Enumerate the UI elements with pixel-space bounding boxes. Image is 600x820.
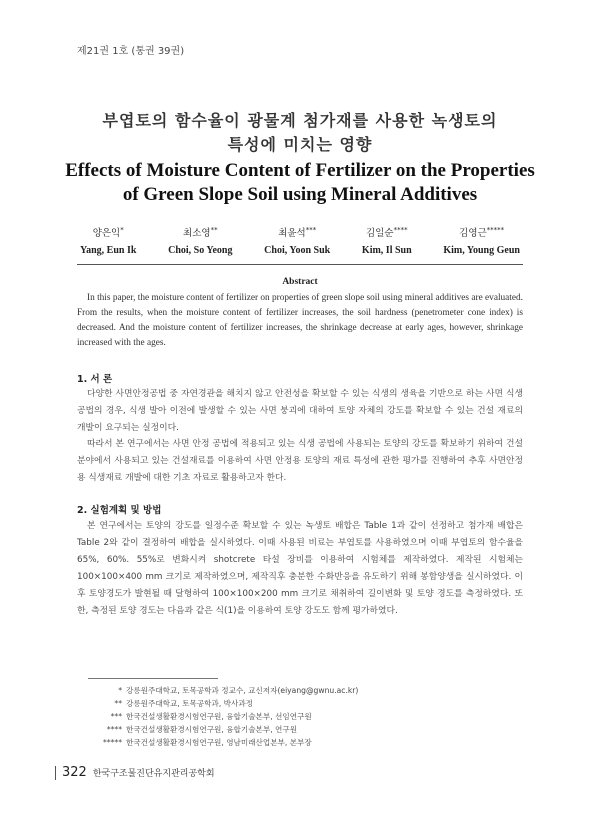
author-english-name: Choi, Yoon Suk [264, 245, 331, 257]
author-korean-name: 김영근 [459, 228, 487, 240]
abstract-heading: Abstract [282, 277, 318, 287]
footnote-rule [88, 678, 218, 679]
author-english-name: Kim, Il Sun [361, 245, 412, 257]
author-korean-name: 최윤석 [278, 228, 306, 240]
abstract-text: In this paper, the moisture content of fertilizer on properties of green slope soil using mineral additives are evaluated. From the results, when the moisture content of fertilizer increases, the soil hardness (penetrometer cone index) is decreased. And the moisture content of fertilizer increases, the shrinkage decrease at early ages, however, shrinkage increased with the ages. [77, 293, 523, 348]
journal-name: 한국구조물진단유지관리공학회 [92, 769, 215, 779]
introduction-paragraph-1: 다양한 사면안정공법 중 자연경관을 해치지 않고 안전성을 확보할 수 있는 식생의 생육을 기반으로 하는 사면 식생공법의 경우, 식생 발아 이전에 발생할 수 있는 사면 붕괴에 대하여 토양 자체의 강도를 확보할 수 있는 건설 재료의 개발이 요구되는 실정이다. [77, 389, 523, 433]
author-mark: **** [393, 226, 408, 234]
footnote-text: 강릉원주대학교, 토목공학과, 박사과정 [126, 699, 254, 708]
author-mark: ** [210, 226, 218, 234]
footnote [88, 736, 508, 749]
author [168, 222, 232, 259]
footnote-mark: **** [106, 725, 122, 734]
footnote-text: 강릉원주대학교, 토목공학과 정교수, 교신저자(eiyang@gwnu.ac.kr) [126, 686, 359, 695]
footer-divider [55, 766, 56, 780]
author [362, 222, 412, 259]
issue-label: 제21권 1호 (통권 39권) [77, 46, 185, 57]
footnote-text: 한국건설생활환경시험연구원, 융합기술본부, 선임연구원 [126, 712, 312, 721]
korean-title-line-2: 특성에 미치는 영향 [227, 135, 373, 154]
korean-title-line-1: 부엽토의 함수율이 광물계 첨가재를 사용한 녹생토의 [102, 111, 498, 130]
section-heading-introduction: 1. 서 론 [77, 374, 113, 385]
footnote-mark: ***** [103, 738, 122, 747]
page-number: 322 [62, 765, 87, 780]
footnote-mark: *** [110, 712, 122, 721]
page-footer [55, 765, 215, 780]
divider-rule [77, 264, 523, 265]
author-mark: *** [305, 226, 317, 234]
author [443, 222, 520, 259]
author-korean-name: 김일순 [366, 228, 394, 240]
author-mark: * [120, 226, 124, 234]
author-english-name: Kim, Young Geun [443, 245, 520, 257]
footnote [88, 697, 508, 710]
author-english-name: Choi, So Yeong [168, 245, 233, 257]
author [264, 222, 330, 259]
methods-paragraph-1: 본 연구에서는 토양의 강도를 일정수준 확보할 수 있는 녹생토 배합은 Table 1과 같이 선정하고 첨가재 배합은 Table 2와 같이 결정하여 배합을 실시하였다. 이때 사용된 비료는 부엽토를 사용하였으며 이때 부엽토의 함수율을 65%, 60%. 55%로 변화시켜 shotcrete 타설 장비를 이용하여 시험체를 제작하였다. 제작된 시험체는 100×100×400 mm 크기로 제작하였으며, 제작직후 충분한 수화반응을 유도하기 위해 봉함양생을 실시하였다. 이후 토양경도가 발현될 때 달형하여 100×100×200 mm 크기로 채취하여 길이변화 및 토양 경도를 측정하였다. 또한, 측정된 토양 경도는 다음과 같은 식(1)을 이용하여 토양 강도도 함께 평가하였다. [77, 521, 523, 616]
english-title-line-2: of Green Slope Soil using Mineral Additives [122, 184, 478, 205]
footnote-mark: ** [114, 699, 122, 708]
author-korean-name: 최소영 [183, 228, 211, 240]
author-list [80, 222, 520, 259]
footnote [88, 684, 508, 697]
footnote [88, 723, 508, 736]
section-heading-methods: 2. 실험계획 및 방법 [77, 505, 162, 516]
footnote [88, 710, 508, 723]
footnote-mark: * [118, 686, 122, 695]
english-title-line-1: Effects of Moisture Content of Fertilizer on the Properties [65, 160, 535, 181]
author-english-name: Yang, Eun Ik [80, 245, 137, 257]
author [80, 222, 136, 259]
author-mark: ***** [486, 226, 505, 234]
introduction-paragraph-2: 따라서 본 연구에서는 사면 안정 공법에 적용되고 있는 식생 공법에 사용되는 토양의 강도를 확보하기 위하여 건설분야에서 사용되고 있는 건설재료를 이용하여 사면 안정용 토양의 재료 특성에 관한 평가를 진행하여 추후 사면안정용 식생재료 개발에 대한 기초 자료로 활용하고자 한다. [77, 439, 523, 483]
footnote-text: 한국건설생활환경시험연구원, 융합기술본부, 연구원 [126, 725, 298, 734]
footnote-text: 한국건설생활환경시험연구원, 영남미래산업본부, 본부장 [126, 738, 312, 747]
author-korean-name: 양은익 [92, 228, 121, 240]
footnote-list [88, 684, 508, 749]
